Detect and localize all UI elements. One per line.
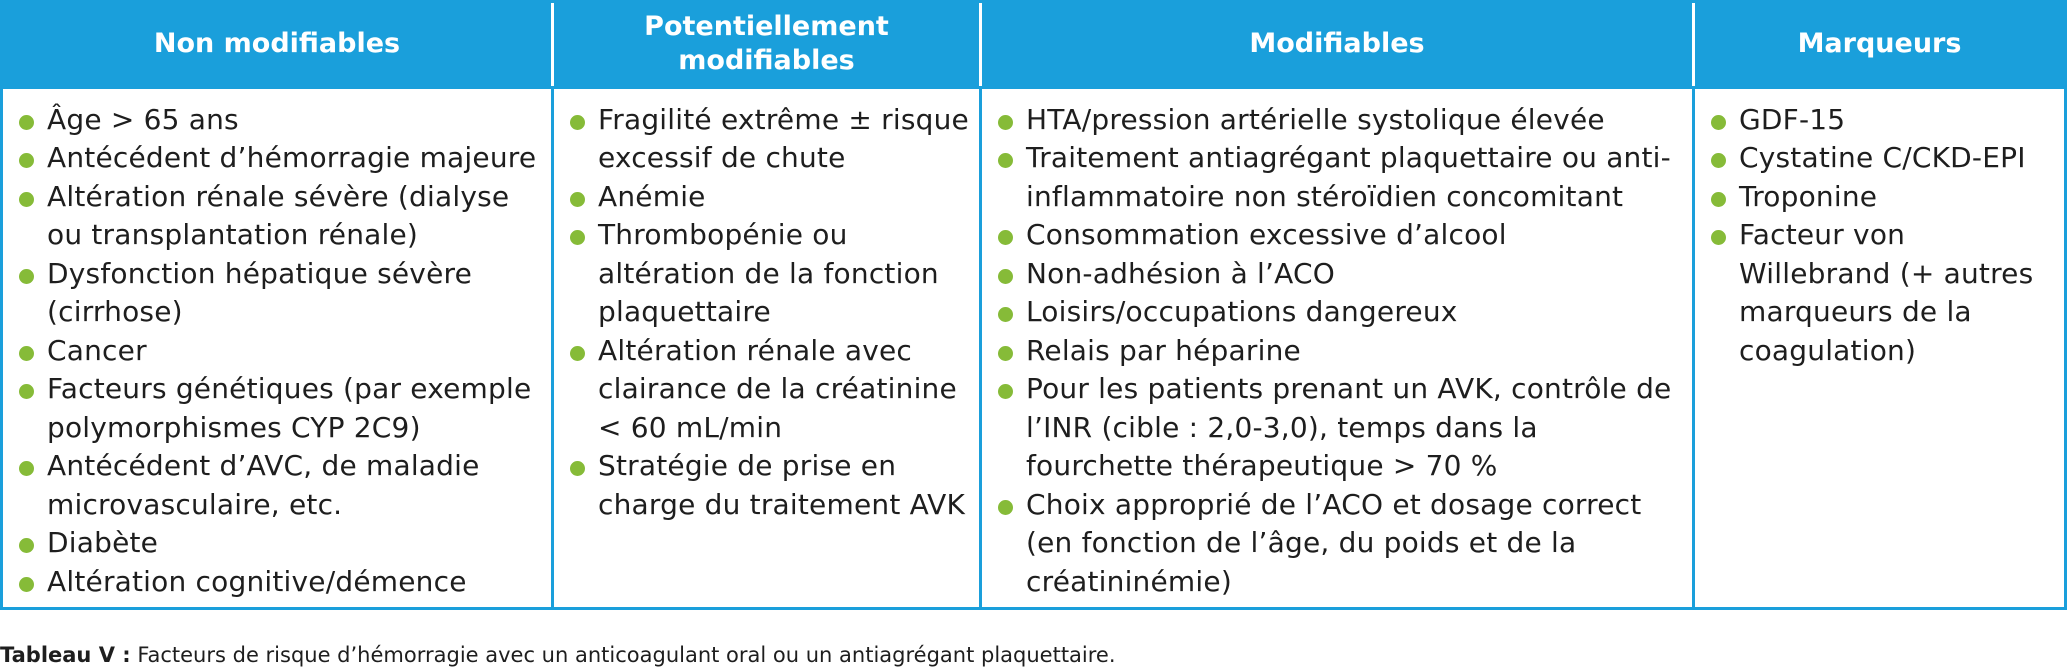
header-modifiables: Modifiables xyxy=(982,3,1695,86)
list-item-text: Traitement antiagrégant plaquettaire ou anti-inflammatoire non stéroïdien concomitant xyxy=(1026,141,1671,213)
list-item-text: Loisirs/occupations dangereux xyxy=(1026,295,1458,328)
bullet-icon xyxy=(19,384,34,399)
caption-label: Tableau V : xyxy=(0,643,131,667)
list-item-text: Altération rénale avec clairance de la créatinine < 60 mL/min xyxy=(598,333,957,444)
list-item xyxy=(17,563,543,602)
list-item-text: Pour les patients prenant un AVK, contrôle de l’INR (cible : 2,0-3,0), temps dans la fourchette thérapeutique > 70 % xyxy=(1026,372,1672,482)
bullet-icon xyxy=(998,384,1013,399)
list-item-text: Antécédent d’hémorragie majeure xyxy=(47,141,537,174)
bullet-icon xyxy=(998,230,1013,245)
bullet-icon xyxy=(570,461,585,476)
bullet-icon xyxy=(19,346,34,361)
table-header-row xyxy=(3,3,2064,86)
list-item-text: Cancer xyxy=(47,333,147,367)
list-item xyxy=(17,524,543,563)
list-item xyxy=(568,447,971,524)
bullet-icon xyxy=(19,153,34,168)
list-item-text: Facteurs génétiques (par exemple polymorphismes CYP 2C9) xyxy=(47,372,532,444)
bullet-icon xyxy=(570,192,585,207)
list-item-text: GDF-15 xyxy=(1739,102,1846,136)
list-item xyxy=(568,178,971,217)
bullet-icon xyxy=(1711,153,1726,168)
list-item-text: HTA/pression artérielle systolique élevée xyxy=(1026,102,1605,136)
list-item xyxy=(17,139,543,178)
list-item xyxy=(996,255,1684,294)
bullet-icon xyxy=(570,230,585,245)
bullet-icon xyxy=(998,346,1013,361)
bullet-icon xyxy=(998,500,1013,515)
list-item xyxy=(996,101,1684,140)
header-potentiellement-modifiables: Potentiellement modifiables xyxy=(554,3,982,86)
bullet-icon xyxy=(19,577,34,592)
list-item xyxy=(568,101,971,178)
list-item-text: Stratégie de prise en charge du traitement AVK xyxy=(598,449,966,521)
bullet-icon xyxy=(998,307,1013,322)
list-item xyxy=(17,101,543,140)
list-item xyxy=(17,178,543,255)
list-item xyxy=(1709,178,2056,217)
list-non-modifiables xyxy=(17,101,543,602)
list-marqueurs xyxy=(1709,101,2056,371)
list-potentiellement-modifiables xyxy=(568,101,971,525)
list-item-text: Diabète xyxy=(47,526,159,559)
caption-text: Facteurs de risque d’hémorragie avec un anticoagulant oral ou un antiagrégant plaquettaire. xyxy=(130,643,1116,667)
list-item xyxy=(17,447,543,524)
list-item-text: Troponine xyxy=(1739,179,1878,213)
bullet-icon xyxy=(19,269,34,284)
bullet-icon xyxy=(1711,230,1726,245)
list-item-text: Non-adhésion à l’ACO xyxy=(1026,256,1335,290)
list-item xyxy=(996,332,1684,371)
bullet-icon xyxy=(998,269,1013,284)
bullet-icon xyxy=(19,538,34,553)
header-non-modifiables: Non modifiables xyxy=(3,3,554,86)
bullet-icon xyxy=(570,346,585,361)
list-item-text: Thrombopénie ou altération de la fonction plaquettaire xyxy=(598,218,939,328)
list-item-text: Cystatine C/CKD-EPI xyxy=(1739,141,2026,174)
list-item xyxy=(1709,216,2056,370)
list-item-text: Altération cognitive/démence xyxy=(47,564,467,598)
list-item xyxy=(568,216,971,332)
list-item-text: Relais par héparine xyxy=(1026,333,1301,367)
list-item xyxy=(996,370,1684,486)
list-item-text: Consommation excessive d’alcool xyxy=(1026,218,1507,251)
list-item-text: Anémie xyxy=(598,179,706,213)
bullet-icon xyxy=(570,115,585,130)
list-item xyxy=(1709,101,2056,140)
bullet-icon xyxy=(1711,192,1726,207)
table-body-row xyxy=(3,86,2064,608)
list-item xyxy=(17,255,543,332)
column-marqueurs xyxy=(1695,89,2064,608)
list-item-text: Choix approprié de l’ACO et dosage correct (en fonction de l’âge, du poids et de la créatininémie) xyxy=(1026,487,1642,598)
list-item-text: Dysfonction hépatique sévère (cirrhose) xyxy=(47,256,473,328)
bullet-icon xyxy=(19,115,34,130)
bullet-icon xyxy=(998,153,1013,168)
list-item xyxy=(1709,139,2056,178)
list-modifiables xyxy=(996,101,1684,602)
list-item-text: Facteur von Willebrand (+ autres marqueurs de la coagulation) xyxy=(1739,218,2034,367)
list-item-text: Antécédent d’AVC, de maladie microvasculaire, etc. xyxy=(47,449,480,521)
bullet-icon xyxy=(19,461,34,476)
column-potentiellement-modifiables xyxy=(554,89,982,608)
list-item-text: Âge > 65 ans xyxy=(47,102,239,136)
table-caption xyxy=(0,641,1116,669)
list-item xyxy=(996,293,1684,332)
bullet-icon xyxy=(998,115,1013,130)
column-modifiables xyxy=(982,89,1695,608)
header-marqueurs: Marqueurs xyxy=(1797,28,1962,60)
bullet-icon xyxy=(19,192,34,207)
list-item-text: Fragilité extrême ± risque excessif de chute xyxy=(598,102,969,174)
list-item xyxy=(996,486,1684,602)
list-item-text: Altération rénale sévère (dialyse ou transplantation rénale) xyxy=(47,179,510,251)
bullet-icon xyxy=(1711,115,1726,130)
list-item xyxy=(996,139,1684,216)
list-item xyxy=(568,332,971,448)
list-item xyxy=(17,370,543,447)
list-item xyxy=(996,216,1684,255)
column-non-modifiables xyxy=(3,89,554,608)
list-item xyxy=(17,332,543,371)
